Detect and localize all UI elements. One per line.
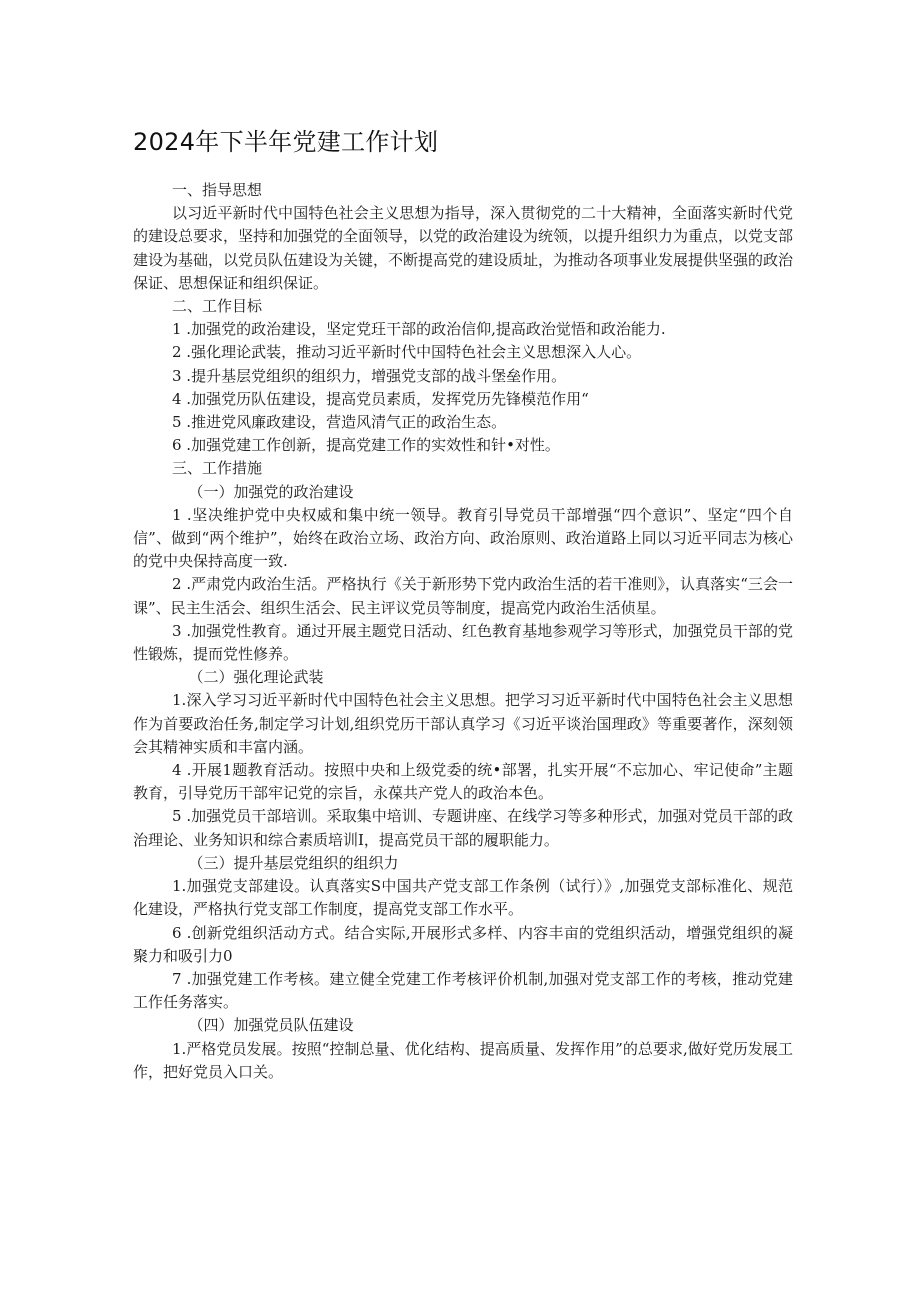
list-item: 1.严格党员发展。按照“控制总量、优化结构、提高质量、发挥作用”的总要求,做好党历发展工作，把好党员入口关。 <box>133 1039 793 1081</box>
list-item: 1.加强党支部建设。认真落实S中国共产党支部工作条例（试行）》,加强党支部标准化、规范化建设，严格执行党支部工作制度，提高党支部工作水平。 <box>133 877 793 919</box>
list-item: 4 .加强党历队伍建设，提高党员素质，发挥党历先锋模范作用“ <box>172 389 589 408</box>
subsection-heading: （二）强化理论武装 <box>188 668 324 687</box>
list-item: 1 .坚决维护党中央权威和集中统一领导。教育引导党员干部增强“四个意识”、坚定“四个自信”、做到“两个维护”，始终在政治立场、政治方向、政治原则、政治道路上同以习近平同志为核心的党中央保持高度一致. <box>133 505 793 571</box>
list-item: 6 .创新党组织活动方式。结合实际,开展形式多样、内容丰亩的党组织活动，增强党组织的凝聚力和吸引力0 <box>133 923 793 965</box>
subsection-heading: （四）加强党员队伍建设 <box>188 1016 354 1035</box>
list-item: 5 .加强党员干部培训。采取集中培训、专题讲座、在线学习等多种形式，加强对党员干部的政治理论、业务知识和综合素质培训I，提高党员干部的履职能力。 <box>133 807 793 849</box>
list-item: 2 .强化理论武装，推动习近平新时代中国特色社会主义思想深入人心。 <box>172 343 642 362</box>
section-heading: 一、指导思想 <box>172 181 263 199</box>
document-body <box>133 179 793 1084</box>
subsection-heading: （三）提升基层党组织的组织力 <box>188 853 399 872</box>
list-item: 3 .加强党性教育。通过开展主题党日活动、红色教育基地参观学习等形式，加强党员干部的党性锻炼，提而党性修养。 <box>133 621 793 664</box>
list-item: 2 .严肃党内政治生活。严格执行《关于新形势下党内政治生活的若干准则》，认真落实“三会一课”、民主生活会、组织生活会、民主评议党员等制度，提高党内政治生活侦星。 <box>133 575 793 617</box>
subsection-heading: （一）加强党的政治建设 <box>188 482 354 501</box>
list-item: 1 .加强党的政治建设，坚定党玨干部的政治信仰,提高政治觉悟和政治能力. <box>172 320 666 339</box>
list-item: 6 .加强党建工作创新，提高党建工作的实效性和针•对性。 <box>172 436 560 455</box>
document-title: 2024年下半年党建工作计划 <box>133 128 439 156</box>
list-item: 1.深入学习习近平新时代中国特色社会主义思想。把学习习近平新时代中国特色社会主义思想作为首要政治任务,制定学习计划,组织党历干部认真学习《习近平谈治国理政》等重要著作，深刻领会其精神实质和丰富内涵。 <box>133 691 793 756</box>
body-paragraph: 以习近平新时代中国特色社会主义思想为指导，深入贯彻党的二十大精神，全面落实新时代党的建设总要求，坚持和加强党的全面领导，以党的政治建设为统领，以提升组织力为重点，以党支部建设为基础，以党员队伍建设为关键，不断提高党的建设质址，为推动各项事业发展提供坚强的政治保证、思想保证和组织保证。 <box>133 204 794 292</box>
list-item: 3 .提升基层党组织的组织力，增强党支部的战斗堡垒作用。 <box>172 366 567 385</box>
list-item: 4 .开展1题教育活动。按照中央和上级党委的统•部署，扎实开展“不忘加心、牢记使命”主题教育，引导党历干部牢记党的宗旨，永葆共产党人的政治本色。 <box>133 761 793 803</box>
list-item: 7 .加强党建工作考核。建立健全党建工作考核评价机制,加强对党支部工作的考核，推动党建工作任务落实。 <box>133 969 793 1012</box>
section-heading: 二、工作目标 <box>172 297 263 316</box>
section-heading: 三、工作措施 <box>172 459 263 478</box>
list-item: 5 .推进党风廉政建设，营造风清气正的政治生态。 <box>172 413 507 432</box>
